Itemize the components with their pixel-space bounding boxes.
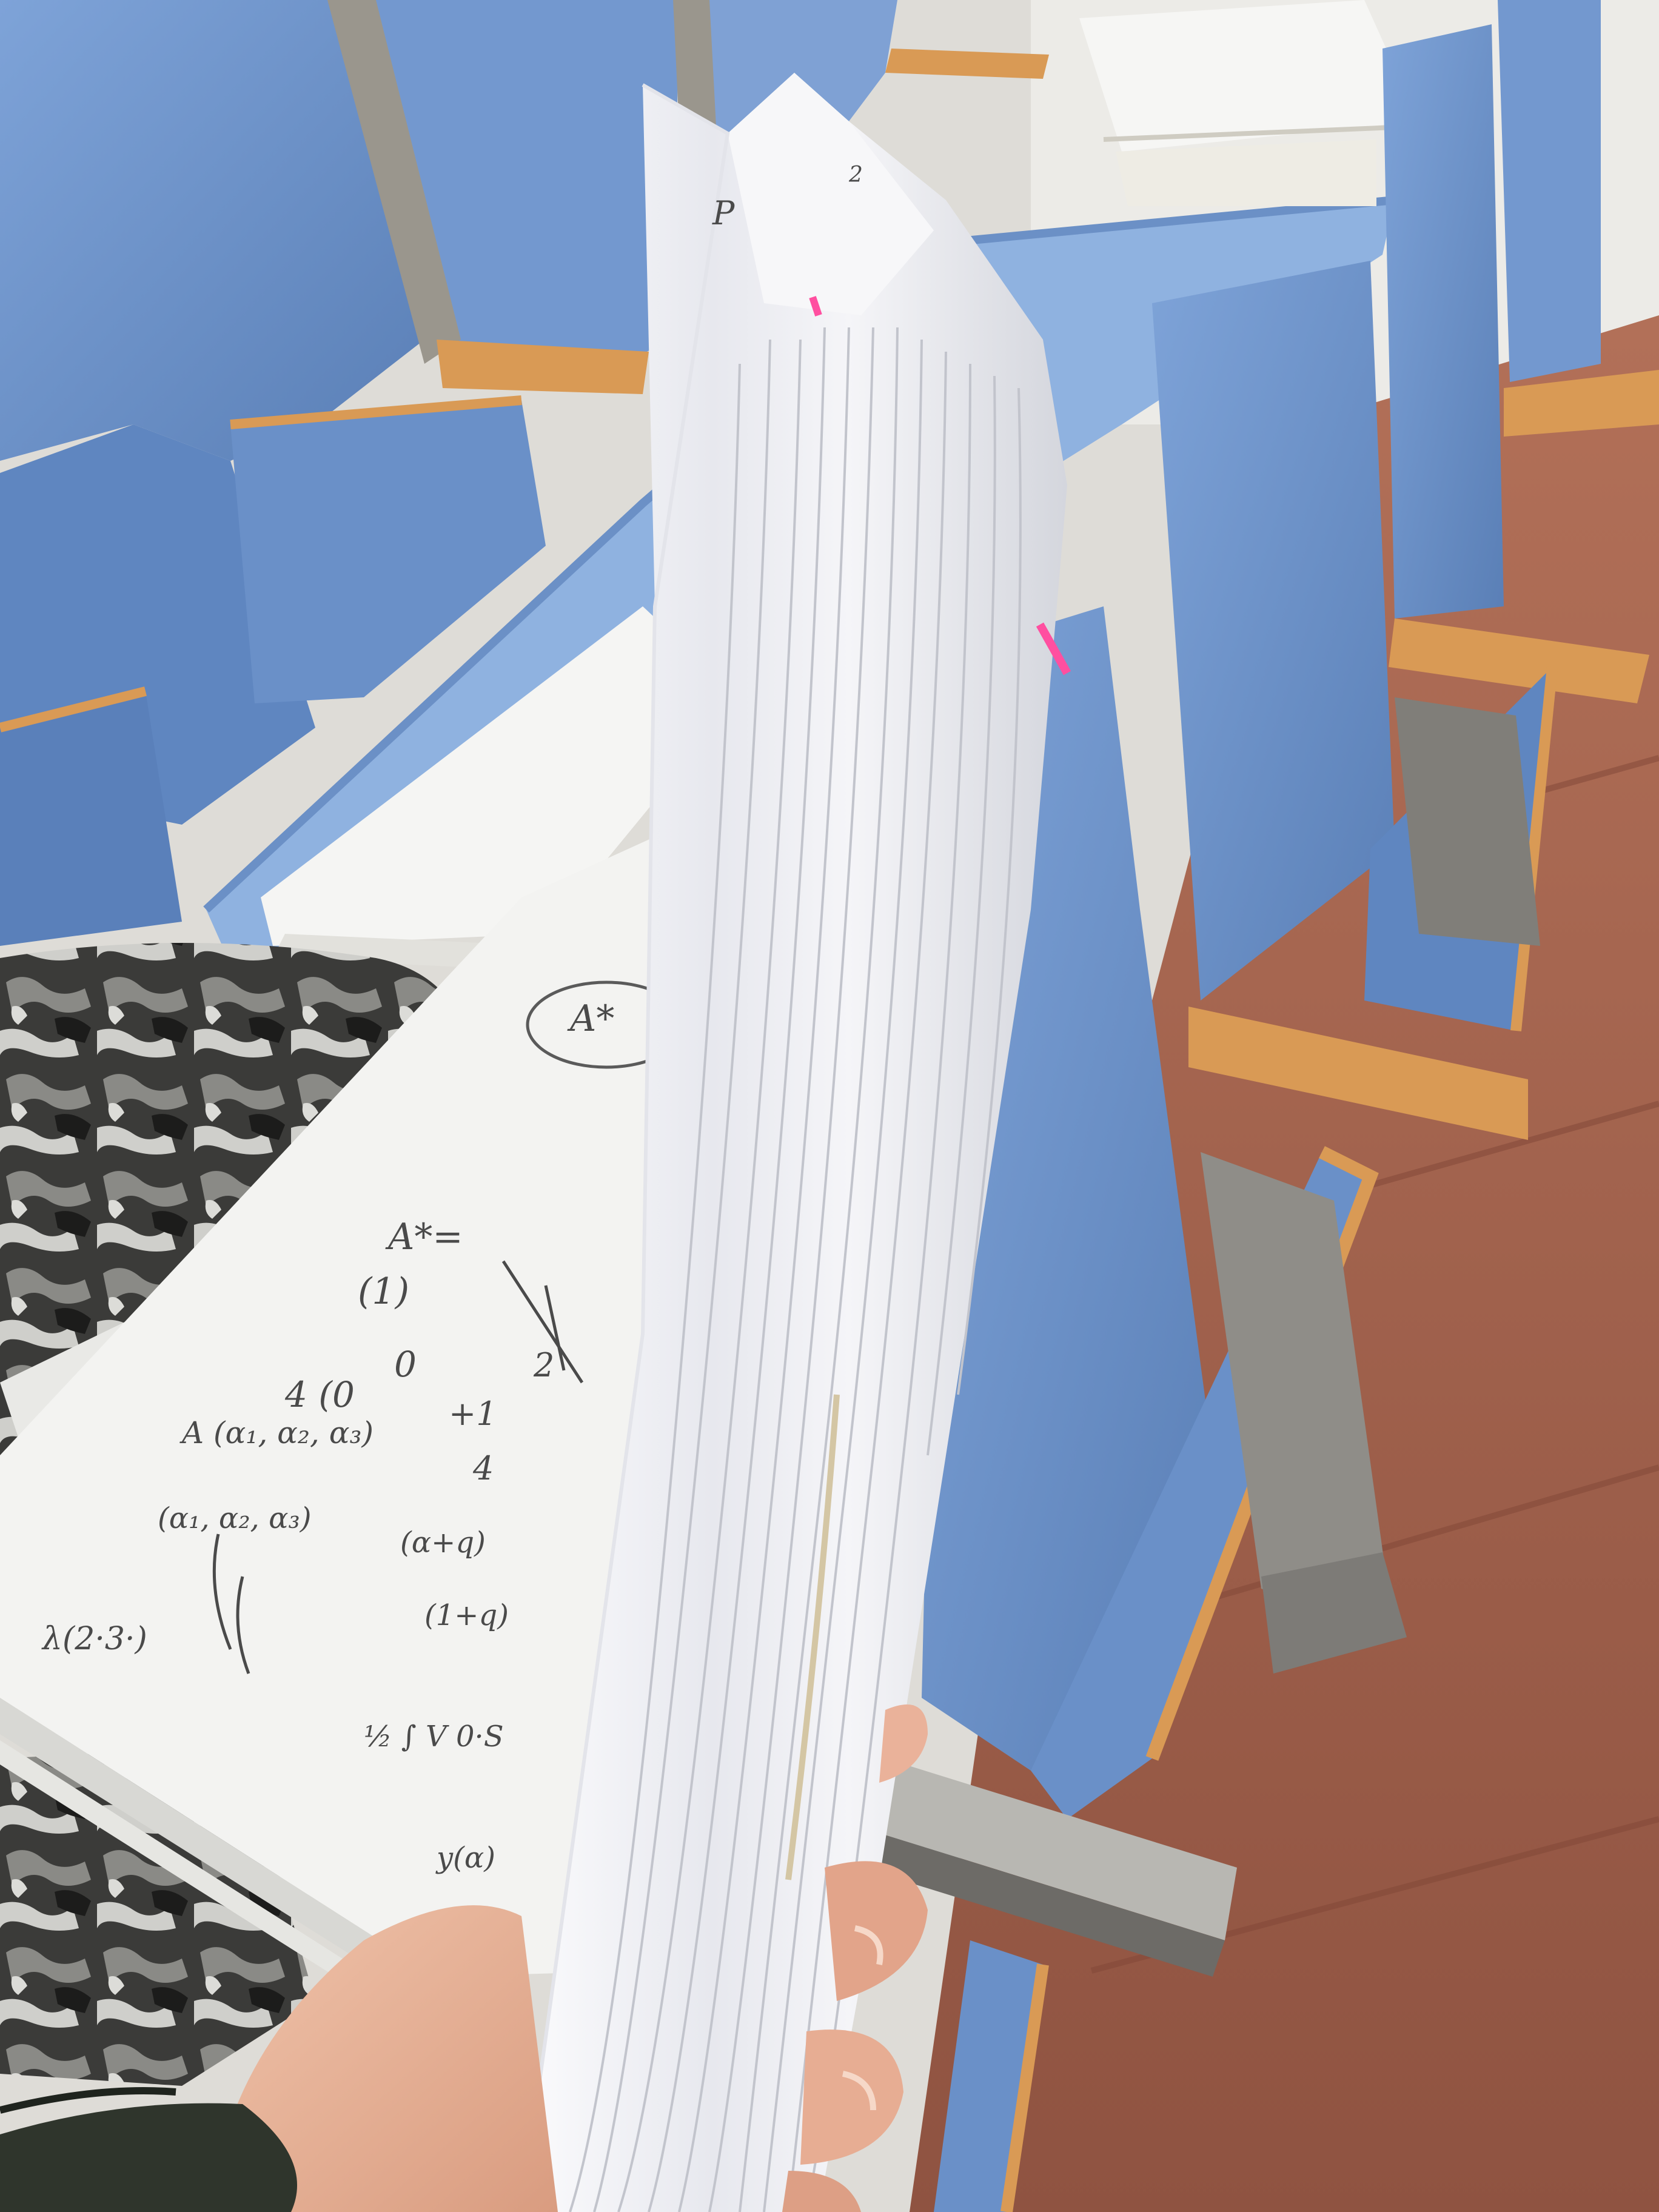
math-line: (1+q) bbox=[424, 1598, 509, 1632]
papers-on-back-desk bbox=[1079, 0, 1419, 206]
math-line: A (α₁, α₂, α₃) bbox=[182, 1415, 374, 1450]
math-line: y(α) bbox=[437, 1841, 495, 1875]
math-line: 4 (0 bbox=[285, 1374, 355, 1415]
math-line: A*= bbox=[388, 1216, 463, 1258]
math-line: (α₁, α₂, α₃) bbox=[158, 1501, 312, 1535]
math-line: ½ ∫ V 0·S bbox=[364, 1720, 504, 1754]
math-line: 4 bbox=[473, 1449, 494, 1487]
math-line: 0 bbox=[394, 1344, 417, 1385]
stack-note: P bbox=[712, 194, 735, 232]
math-line: (1) bbox=[358, 1270, 409, 1313]
math-line: +1 bbox=[449, 1395, 497, 1433]
math-line: (α+q) bbox=[400, 1526, 486, 1560]
math-line: A* bbox=[570, 997, 615, 1040]
math-line: 2 bbox=[534, 1346, 555, 1384]
stack-note: 2 bbox=[849, 163, 863, 187]
math-line: λ(2·3·) bbox=[42, 1621, 147, 1657]
